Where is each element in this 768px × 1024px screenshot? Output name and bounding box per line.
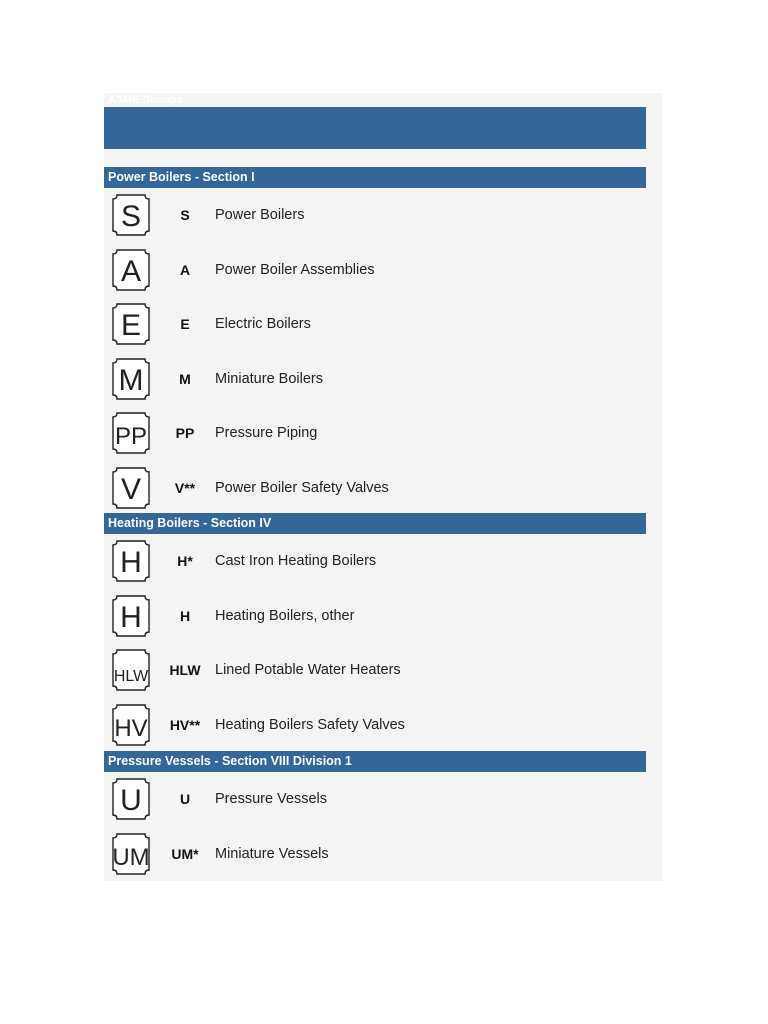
stamp-description: Lined Potable Water Heaters: [215, 662, 401, 678]
stamp-description: Pressure Vessels: [215, 791, 328, 807]
stamp-code: V**: [174, 479, 196, 496]
stamp-code: H: [179, 607, 191, 624]
svg-text:HLW: HLW: [113, 668, 149, 685]
stamp-code: UM*: [171, 845, 199, 862]
stamp-h-icon: [109, 593, 153, 639]
stamp-e-icon: [109, 301, 153, 347]
section-header: Pressure Vessels - Section VIII Division 1: [104, 751, 646, 772]
stamp-description: Miniature Vessels: [215, 845, 329, 862]
stamp-code: S: [180, 207, 190, 223]
stamp-description: Heating Boilers Safety Valves: [215, 716, 405, 733]
stamp-code: M: [179, 370, 191, 387]
stamp-hlw-icon: [109, 647, 153, 693]
stamp-row: [104, 772, 646, 826]
stamp-um-icon: [109, 831, 153, 877]
title-banner: [104, 107, 646, 149]
stamp-row: [104, 698, 646, 752]
stamp-row: [104, 243, 646, 297]
stamp-description: Power Boilers: [215, 207, 305, 223]
stamp-code: E: [180, 316, 190, 332]
svg-text:E: E: [120, 309, 142, 342]
stamp-code: U: [179, 791, 191, 807]
svg-text:A: A: [120, 254, 142, 288]
svg-text:H: H: [120, 600, 142, 634]
stamp-description: Power Boiler Assemblies: [215, 261, 375, 278]
stamp-description: Miniature Boilers: [215, 370, 323, 387]
stamp-pp-icon: [109, 410, 153, 456]
stamp-code: HLW: [169, 662, 201, 678]
stamp-h-icon: [109, 538, 153, 584]
stamp-s-icon: [109, 192, 153, 238]
asme-stamps-table: [104, 93, 663, 881]
stamp-row: [104, 827, 646, 881]
stamp-description: Heating Boilers, other: [215, 607, 355, 624]
stamp-v-icon: [109, 465, 153, 511]
svg-text:H: H: [120, 546, 142, 579]
stamp-code: H*: [177, 553, 193, 569]
stamp-row: [104, 297, 646, 351]
stamp-m-icon: [109, 356, 153, 402]
stamp-row: [104, 643, 646, 697]
stamp-row: [104, 589, 646, 643]
section-header: Power Boilers - Section I: [104, 167, 646, 188]
stamp-row: [104, 352, 646, 406]
svg-text:S: S: [120, 200, 142, 233]
stamp-hv-icon: [109, 702, 153, 748]
svg-text:PP: PP: [114, 423, 148, 450]
svg-text:HV: HV: [114, 714, 148, 742]
stamp-code: A: [179, 261, 191, 278]
svg-text:UM: UM: [112, 843, 150, 871]
stamp-code: HV**: [169, 716, 201, 733]
section-header: Heating Boilers - Section IV: [104, 513, 646, 534]
stamp-description: Cast Iron Heating Boilers: [215, 553, 377, 569]
stamp-a-icon: [109, 247, 153, 293]
stamp-row: [104, 406, 646, 460]
stamp-description: Power Boiler Safety Valves: [215, 479, 389, 496]
svg-text:M: M: [118, 363, 144, 397]
stamp-description: Pressure Piping: [215, 425, 318, 441]
svg-text:U: U: [120, 784, 142, 817]
stamp-row: [104, 461, 646, 515]
stamp-description: Electric Boilers: [215, 316, 311, 332]
stamp-row: [104, 188, 646, 242]
document-title: ASME Stamps: [108, 94, 183, 106]
stamp-u-icon: [109, 776, 153, 822]
stamp-code: PP: [175, 425, 195, 441]
svg-text:V: V: [120, 472, 142, 506]
stamp-row: [104, 534, 646, 588]
